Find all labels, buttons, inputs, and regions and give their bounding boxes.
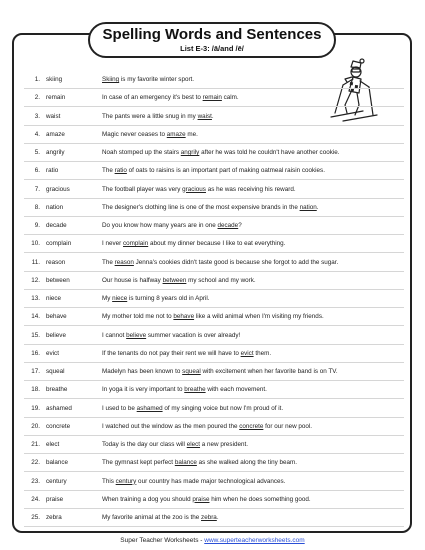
spelling-word: decade xyxy=(46,222,67,229)
sentence-text: about my dinner because I like to eat everything. xyxy=(148,240,286,248)
item-number: 6. xyxy=(34,167,40,175)
underlined-word: squeal xyxy=(182,368,201,375)
underlined-word: ashamed xyxy=(136,404,163,412)
row-divider xyxy=(24,198,404,199)
sentence-text: Noah stomped up the stairs xyxy=(102,149,181,156)
spelling-word: waist xyxy=(46,112,61,120)
spelling-word: gracious xyxy=(46,185,70,193)
underlined-word: remain xyxy=(202,94,222,102)
sentence-text: If the tenants do not pay their rent we will have to xyxy=(102,349,241,357)
example-sentence xyxy=(102,313,404,321)
example-sentence xyxy=(102,478,404,486)
example-sentence xyxy=(102,459,404,467)
sentence-text: This xyxy=(102,477,116,485)
sentence-text: them. xyxy=(253,349,272,357)
underlined-word: waist xyxy=(197,112,212,120)
sentence-text: Magic never ceases to xyxy=(102,130,167,138)
list-item xyxy=(24,496,404,514)
item-number: 1. xyxy=(34,76,40,83)
underlined-word: niece xyxy=(112,295,128,302)
row-divider xyxy=(24,88,404,89)
spelling-word: reason xyxy=(46,258,66,266)
row-divider xyxy=(24,344,404,345)
sentence-text: our country has made major technological advances. xyxy=(136,477,286,485)
example-sentence xyxy=(102,259,404,267)
sentence-text: The xyxy=(102,167,115,175)
row-divider xyxy=(24,106,404,107)
list-item xyxy=(24,131,404,149)
item-number: 23. xyxy=(31,477,40,485)
underlined-word: nation xyxy=(299,203,317,211)
sentence-text: . xyxy=(316,203,319,211)
row-divider xyxy=(24,325,404,326)
row-divider xyxy=(24,380,404,381)
sentence-text: him when he does something good. xyxy=(209,495,311,503)
row-divider xyxy=(24,271,404,272)
item-number: 15. xyxy=(31,331,40,339)
sentence-text: Madelyn has been known to xyxy=(102,368,183,375)
row-divider xyxy=(24,161,404,162)
sentence-text: The gymnast kept perfect xyxy=(102,459,175,467)
sentence-text: My xyxy=(102,295,113,302)
sentence-text: . xyxy=(211,112,214,120)
list-item xyxy=(24,149,404,167)
underlined-word: breathe xyxy=(184,386,206,394)
sentence-text: with excitement when her favorite band is on TV. xyxy=(200,368,338,375)
underlined-word: believe xyxy=(126,331,147,339)
row-divider xyxy=(24,125,404,126)
row-divider xyxy=(24,417,404,418)
sentence-text: is turning 8 years old in April. xyxy=(127,295,210,302)
item-number: 3. xyxy=(34,112,40,120)
sentence-text: summer vacation is over already! xyxy=(146,331,241,339)
spelling-word: skiing xyxy=(46,76,63,83)
example-sentence xyxy=(102,131,404,139)
sentence-text: I cannot xyxy=(102,331,127,339)
item-number: 14. xyxy=(31,313,40,321)
spelling-word: behave xyxy=(46,313,67,321)
sentence-text: as he was receiving his reward. xyxy=(205,185,296,193)
sentence-text: for our new pool. xyxy=(263,422,313,430)
spelling-word: nation xyxy=(46,203,64,211)
item-number: 21. xyxy=(31,441,40,448)
sentence-text: ? xyxy=(238,222,242,229)
spelling-word: between xyxy=(46,276,70,284)
page-subtitle: List E-3: /ā/and /ē/ xyxy=(180,44,244,53)
item-number: 24. xyxy=(31,495,40,503)
sentence-text: Today is the day our class will xyxy=(102,441,187,448)
list-item xyxy=(24,386,404,404)
sentence-text: The xyxy=(102,258,115,266)
sentence-text: me. xyxy=(185,130,198,138)
list-item xyxy=(24,405,404,423)
list-item xyxy=(24,277,404,295)
example-sentence xyxy=(102,222,404,230)
row-divider xyxy=(24,435,404,436)
sentence-text: I never xyxy=(102,240,123,248)
list-item xyxy=(24,186,404,204)
spelling-word: remain xyxy=(46,94,66,102)
sentence-text: Jenna's cookies didn't taste good is because she forgot to add the sugar. xyxy=(133,258,339,266)
sentence-text: after he was told he couldn't have another cookie. xyxy=(199,149,340,156)
example-sentence xyxy=(102,350,404,358)
row-divider xyxy=(24,490,404,491)
example-sentence xyxy=(102,423,404,431)
underlined-word: balance xyxy=(174,459,197,467)
spelling-word: angrily xyxy=(46,149,65,156)
row-divider xyxy=(24,234,404,235)
row-divider xyxy=(24,453,404,454)
row-divider xyxy=(24,252,404,253)
item-number: 2. xyxy=(34,94,40,102)
item-number: 16. xyxy=(31,349,40,357)
example-sentence xyxy=(102,240,404,248)
sentence-text: my school and my work. xyxy=(186,276,256,284)
list-item xyxy=(24,332,404,350)
example-sentence xyxy=(102,514,404,522)
underlined-word: evict xyxy=(240,349,254,357)
example-sentence xyxy=(102,113,404,121)
underlined-word: Skiing xyxy=(102,76,120,83)
example-sentence xyxy=(102,204,404,212)
item-number: 5. xyxy=(34,149,40,156)
list-item xyxy=(24,204,404,222)
row-divider xyxy=(24,526,404,527)
list-item xyxy=(24,94,404,112)
example-sentence xyxy=(102,295,404,303)
sentence-text: is my favorite winter sport. xyxy=(119,76,195,83)
sentence-text: I watched out the window as the men poured the xyxy=(102,422,240,430)
underlined-word: praise xyxy=(192,495,210,503)
example-sentence xyxy=(102,386,404,394)
list-item xyxy=(24,368,404,386)
row-divider xyxy=(24,398,404,399)
spelling-word: complain xyxy=(46,240,72,248)
spelling-word: niece xyxy=(46,295,62,302)
example-sentence xyxy=(102,332,404,340)
list-item xyxy=(24,259,404,277)
spelling-word: evict xyxy=(46,349,59,357)
item-number: 11. xyxy=(31,258,40,266)
sentence-text: I used to be xyxy=(102,404,137,412)
footer xyxy=(0,537,425,544)
spelling-word: believe xyxy=(46,331,66,339)
list-item xyxy=(24,423,404,441)
sentence-text: a new president. xyxy=(200,441,248,448)
example-sentence xyxy=(102,441,404,449)
item-number: 17. xyxy=(31,368,40,375)
underlined-word: between xyxy=(162,276,187,284)
spelling-word: balance xyxy=(46,459,69,467)
spelling-word: praise xyxy=(46,495,64,503)
footer-credit: Super Teacher Worksheets - xyxy=(120,537,205,544)
list-item xyxy=(24,222,404,240)
underlined-word: concrete xyxy=(239,422,264,430)
page-title: Spelling Words and Sentences xyxy=(102,26,322,43)
item-number: 7. xyxy=(34,185,40,193)
row-divider xyxy=(24,216,404,217)
sentence-text: of oats to raisins is an important part of making oatmeal raisin cookies. xyxy=(126,167,325,175)
spelling-list xyxy=(24,76,404,532)
item-number: 19. xyxy=(31,404,40,412)
sentence-text: with each movement. xyxy=(205,386,267,394)
list-item xyxy=(24,350,404,368)
spelling-word: squeal xyxy=(46,368,65,375)
underlined-word: reason xyxy=(114,258,134,266)
example-sentence xyxy=(102,167,404,175)
item-number: 12. xyxy=(31,276,40,284)
sentence-text: Our house is halfway xyxy=(102,276,163,284)
spelling-word: zebra xyxy=(46,514,62,521)
list-item xyxy=(24,295,404,313)
list-item xyxy=(24,459,404,477)
sentence-text: When training a dog you should xyxy=(102,495,193,503)
example-sentence xyxy=(102,405,404,413)
example-sentence xyxy=(102,368,404,376)
sentence-text: Do you know how many years are in one xyxy=(102,222,218,229)
list-item xyxy=(24,441,404,459)
spelling-word: concrete xyxy=(46,422,71,430)
item-number: 10. xyxy=(31,240,40,248)
row-divider xyxy=(24,179,404,180)
example-sentence xyxy=(102,76,404,84)
underlined-word: century xyxy=(115,477,137,485)
sentence-text: My favorite animal at the zoo is the xyxy=(102,514,202,521)
sentence-text: of my singing voice but now I'm proud of it. xyxy=(162,404,284,412)
example-sentence xyxy=(102,277,404,285)
item-number: 20. xyxy=(31,422,40,430)
footer-link[interactable]: www.superteacherworksheets.com xyxy=(204,537,305,544)
example-sentence xyxy=(102,94,404,102)
row-divider xyxy=(24,471,404,472)
underlined-word: elect xyxy=(186,441,201,448)
sentence-text: In case of an emergency it's best to xyxy=(102,94,203,102)
sentence-text: as she walked along the tiny beam. xyxy=(196,459,297,467)
spelling-word: ashamed xyxy=(46,404,72,412)
example-sentence xyxy=(102,496,404,504)
item-number: 8. xyxy=(34,203,40,211)
spelling-word: breathe xyxy=(46,386,68,394)
list-item xyxy=(24,478,404,496)
underlined-word: behave xyxy=(173,313,195,321)
underlined-word: amaze xyxy=(166,130,186,138)
spelling-word: ratio xyxy=(46,167,59,175)
underlined-word: angrily xyxy=(180,149,200,156)
sentence-text: . xyxy=(216,514,219,521)
row-divider xyxy=(24,143,404,144)
sentence-text: The football player was very xyxy=(102,185,183,193)
sentence-text: In yoga it is very important to xyxy=(102,386,185,394)
item-number: 4. xyxy=(34,130,40,138)
title-box xyxy=(88,22,336,58)
underlined-word: zebra xyxy=(201,514,217,521)
list-item xyxy=(24,167,404,185)
underlined-word: complain xyxy=(123,240,149,248)
sentence-text: The pants were a little snug in my xyxy=(102,112,198,120)
sentence-text: like a wild animal when I'm visiting my friends. xyxy=(194,313,324,321)
example-sentence xyxy=(102,186,404,194)
list-item xyxy=(24,76,404,94)
row-divider xyxy=(24,508,404,509)
spelling-word: century xyxy=(46,477,67,485)
item-number: 13. xyxy=(31,295,40,302)
list-item xyxy=(24,113,404,131)
row-divider xyxy=(24,362,404,363)
item-number: 9. xyxy=(34,222,40,229)
item-number: 25. xyxy=(31,514,40,521)
spelling-word: elect xyxy=(46,441,60,448)
item-number: 22. xyxy=(31,459,40,467)
example-sentence xyxy=(102,149,404,157)
underlined-word: ratio xyxy=(114,167,127,175)
sentence-text: The designer's clothing line is one of the most expensive brands in the xyxy=(102,203,300,211)
sentence-text: calm. xyxy=(221,94,239,102)
underlined-word: decade xyxy=(217,222,239,229)
item-number: 18. xyxy=(31,386,40,394)
list-item xyxy=(24,240,404,258)
underlined-word: gracious xyxy=(182,185,206,193)
row-divider xyxy=(24,307,404,308)
row-divider xyxy=(24,289,404,290)
list-item xyxy=(24,313,404,331)
spelling-word: amaze xyxy=(46,130,65,138)
sentence-text: My mother told me not to xyxy=(102,313,174,321)
list-item xyxy=(24,514,404,532)
